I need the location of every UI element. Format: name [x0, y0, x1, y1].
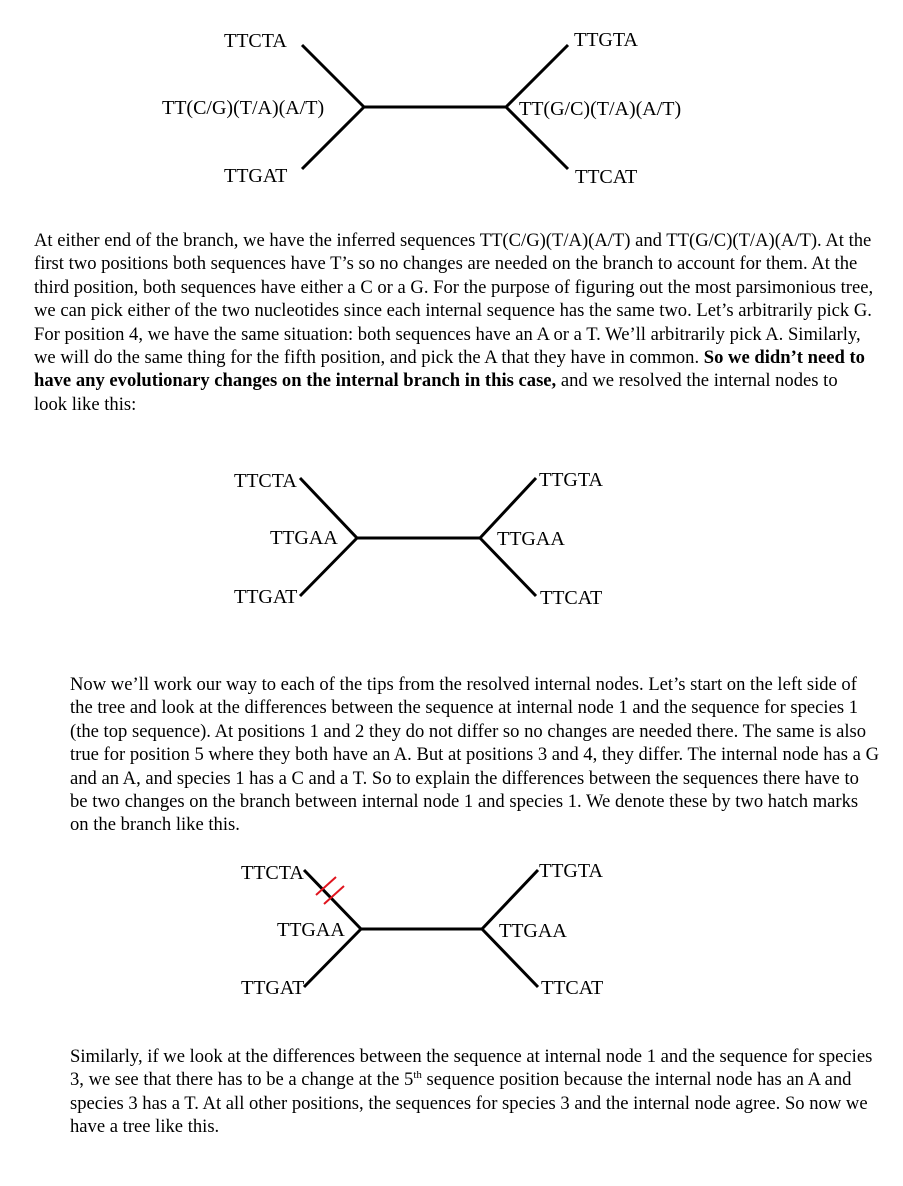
paragraph-3-superscript: th [413, 1069, 422, 1082]
internal-node-right-label: TTGAA [499, 920, 567, 942]
tip-bottom-right-label: TTCAT [541, 977, 604, 999]
tip-top-left-label: TTCTA [234, 470, 297, 492]
hatch-marks [316, 877, 344, 904]
paragraph-1-text-b: and we resolved the internal nodes to look like this: [34, 370, 838, 415]
tip-bottom-left-label: TTGAT [224, 165, 288, 187]
tip-top-left-label: TTCTA [241, 862, 304, 884]
tree-1-branches [0, 0, 903, 200]
tree-diagram-2 [0, 460, 903, 620]
internal-node-left-label: TTGAA [277, 919, 345, 941]
tip-bottom-left-label: TTGAT [234, 586, 298, 608]
internal-node-right-label: TT(G/C)(T/A)(A/T) [519, 98, 682, 120]
paragraph-2: Now we’ll work our way to each of the tips from the resolved internal nodes. Let’s start on the left side of the tree and look at the differences between the sequence at internal node 1 and the sequence for species 1 (the top sequence). At positions 1 and 2 they do not differ so no changes are needed there. The same is also true for position 5 where they both have an A. But at positions 3 and 4, they differ. The internal node has a G and an A, and species 1 has a C and a T. So to explain the differences between the sequences there have to be two changes on the branch between internal node 1 and species 1. We denote these by two hatch marks on the branch like this. [70, 674, 879, 836]
tree-diagram-1 [0, 0, 903, 200]
internal-node-right-label: TTGAA [497, 528, 565, 550]
internal-node-left-label: TT(C/G)(T/A)(A/T) [162, 97, 325, 119]
tree-diagram-3 [0, 850, 903, 1010]
paragraph-3-text-b: sequence position because the internal node has an A and species 3 has a T. At all other positions, the sequences for species 3 and the internal node agree. So now we have a tree like this. [70, 1069, 868, 1138]
paragraph-3 [70, 1045, 880, 1139]
tree-2-branches [0, 460, 903, 620]
tip-bottom-right-label: TTCAT [575, 166, 638, 188]
tip-top-left-label: TTCTA [224, 30, 287, 52]
paragraph-1 [34, 229, 874, 416]
paragraph-3-text-a: Similarly, if we look at the differences between the sequence at internal node 1 and the sequence for species 3, we see that there has to be a change at the 5 [70, 1046, 873, 1091]
tip-bottom-right-label: TTCAT [540, 587, 603, 609]
tip-top-right-label: TTGTA [539, 469, 603, 491]
internal-node-left-label: TTGAA [270, 527, 338, 549]
tip-bottom-left-label: TTGAT [241, 977, 305, 999]
tip-top-right-label: TTGTA [539, 860, 603, 882]
tip-top-right-label: TTGTA [574, 29, 638, 51]
tree-3-branches [0, 850, 903, 1010]
paragraph-1-text-a: At either end of the branch, we have the inferred sequences TT(C/G)(T/A)(A/T) and TT(G/C)(T/A)(A/T). At the first two positions both sequences have T’s so no changes are needed on the branch to account for them. At the third position, both sequences have either a C or a G. For the purpose of figuring out the most parsimonious tree, we can pick either of the two nucleotides since each internal sequence has the same two. Let’s arbitrarily pick G. For position 4, we have the same situation: both sequences have an A or a T. We’ll arbitrarily pick A. Similarly, we will do the same thing for the fifth position, and pick the A that they have in common. [34, 230, 874, 369]
paragraph-1-bold-text: So we didn’t need to have any evolutionary changes on the internal branch in this case, [34, 347, 865, 392]
